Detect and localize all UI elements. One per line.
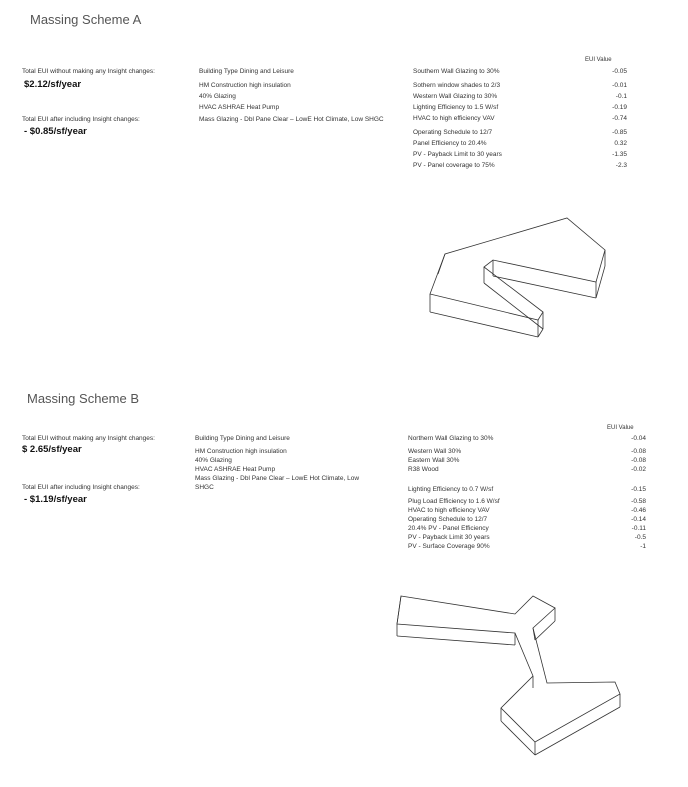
scheme-b-change-label: R38 Wood [408,466,439,473]
scheme-a-values-column [587,66,627,171]
scheme-b-building-line: Mass Glazing - Dbl Pane Clear – LowE Hot Climate, Low [195,475,360,482]
scheme-b-change-label: Northern Wall Glazing to 30% [408,435,494,442]
scheme-b-change-label: Eastern Wall 30% [408,457,460,464]
scheme-b-change-value: -0.46 [631,507,646,514]
scheme-a-change-value: -2.3 [615,162,627,169]
scheme-b-change-value: -0.15 [631,486,646,493]
scheme-b-change-value: -0.58 [631,498,646,505]
scheme-b-building-line: SHGC [195,484,214,491]
scheme-b-building-line: HM Construction high insulation [195,448,287,455]
scheme-b-change-label: PV - Payback Limit 30 years [408,534,490,541]
scheme-b-change-value: -1 [640,543,646,550]
scheme-a-eui-without-label: Total EUI without making any Insight changes: [22,68,155,75]
scheme-b-change-value: -0.08 [631,448,646,455]
scheme-a-change-label: Western Wall Glazing to 30% [413,93,498,100]
scheme-a-eui-without-value: $2.12/sf/year [24,79,82,90]
scheme-b-change-label: 20.4% PV - Panel Efficiency [408,525,489,532]
scheme-b-eui-without-label: Total EUI without making any Insight changes: [22,435,155,442]
scheme-b-change-label: PV - Surface Coverage 90% [408,543,490,550]
scheme-b-eui-after-label: Total EUI after including Insight changes: [22,484,140,491]
scheme-b-eui-without-value: $ 2.65/sf/year [22,444,82,455]
scheme-b-change-value: -0.08 [631,457,646,464]
scheme-a-change-value: -0.85 [612,129,627,136]
scheme-a-change-label: Operating Schedule to 12/7 [413,129,493,136]
scheme-b-building-line: HVAC ASHRAE Heat Pump [195,466,276,473]
scheme-a-building-line: Building Type Dining and Leisure [199,68,294,75]
scheme-b-change-value: -0.04 [631,435,646,442]
scheme-b-title: Massing Scheme B [27,391,139,406]
scheme-b-change-label: HVAC to high efficiency VAV [408,507,490,514]
scheme-a-change-label: Lighting Efficiency to 1.5 W/sf [413,104,499,111]
scheme-b-change-label: Lighting Efficiency to 0.7 W/sf [408,486,494,493]
scheme-b-change-label: Operating Schedule to 12/7 [408,516,488,523]
scheme-b-change-value: -0.11 [631,525,646,532]
scheme-b-change-value: -0.14 [631,516,646,523]
scheme-b-values-column [606,433,646,551]
scheme-b-building-line: Building Type Dining and Leisure [195,435,290,442]
scheme-a-change-value: 0.32 [614,140,627,147]
scheme-a-change-value: -0.05 [612,68,627,75]
scheme-a-change-label: Southern Wall Glazing to 30% [413,68,500,75]
scheme-a-change-label: PV - Payback Limit to 30 years [413,151,502,158]
scheme-a-change-label: HVAC to high efficiency VAV [413,115,495,122]
scheme-a-change-value: -0.19 [612,104,627,111]
scheme-b-change-label: Plug Load Efficiency to 1.6 W/sf [408,498,500,505]
scheme-b-change-value: -0.5 [634,534,646,541]
scheme-b-massing-model [383,588,643,758]
scheme-a-change-label: PV - Panel coverage to 75% [413,162,495,169]
scheme-a-changes-table [413,66,502,171]
scheme-a-massing-model [420,212,645,342]
scheme-a-building-line: Mass Glazing - Dbl Pane Clear – LowE Hot Climate, Low SHGC [199,116,384,123]
scheme-a-change-value: -0.74 [612,115,627,122]
scheme-a-building-line: 40% Glazing [199,93,236,100]
scheme-b-changes-table [408,433,500,551]
scheme-a-change-value: -0.1 [615,93,627,100]
scheme-a-change-value: -0.01 [612,82,627,89]
scheme-a-change-label: Sothern window shades to 2/3 [413,82,501,89]
scheme-a-building-line: HM Construction high insulation [199,82,291,89]
scheme-a-eui-after-label: Total EUI after including Insight changes: [22,116,140,123]
scheme-b-change-value: -0.02 [631,466,646,473]
scheme-a-change-value: -1.35 [612,151,627,158]
scheme-a-eui-after-value: - $0.85/sf/year [24,126,87,137]
scheme-a-eui-header: EUI Value [585,57,612,63]
scheme-a-change-label: Panel Efficiency to 20.4% [413,140,487,147]
scheme-a-building-line: HVAC ASHRAE Heat Pump [199,104,280,111]
scheme-b-eui-header: EUI Value [607,425,634,431]
scheme-a-title: Massing Scheme A [30,12,142,27]
scheme-b-change-label: Western Wall 30% [408,448,462,455]
scheme-b-eui-after-value: - $1.19/sf/year [24,494,87,505]
scheme-b-building-line: 40% Glazing [195,457,232,464]
